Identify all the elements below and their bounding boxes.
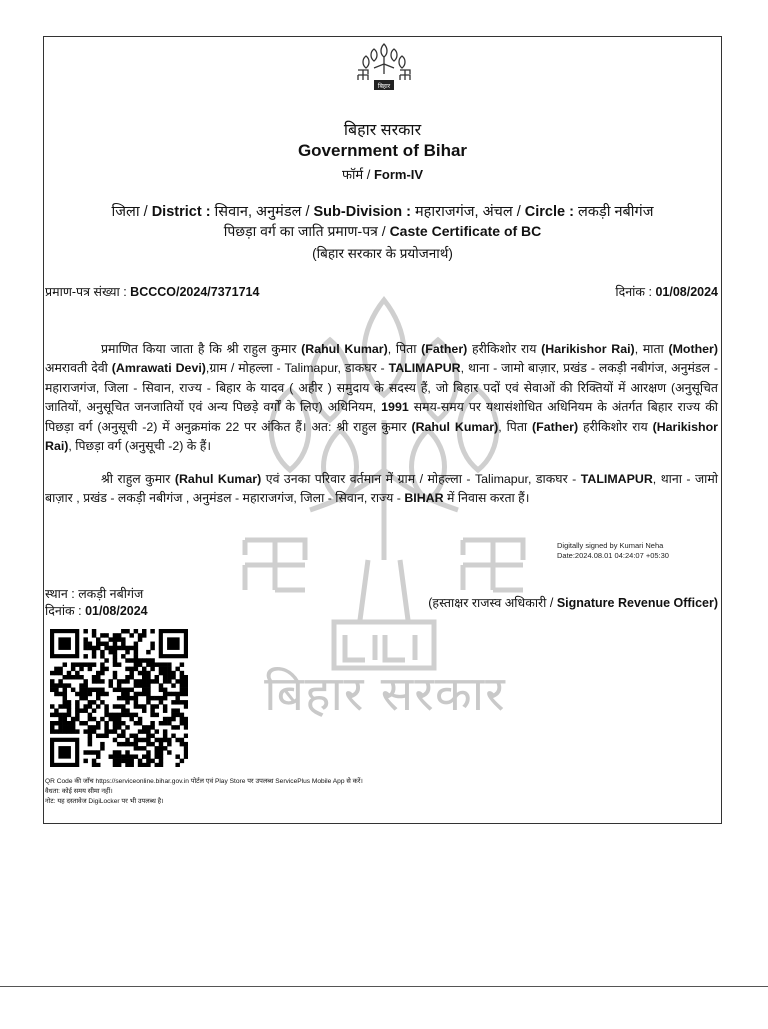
circle-label-english: Circle :: [524, 204, 578, 220]
verification-notes: [45, 777, 363, 807]
issue-date-label: दिनांक :: [45, 604, 86, 618]
government-title-hindi: बिहार सरकार: [343, 122, 422, 139]
p1-post-office: TALIMAPUR: [388, 361, 461, 376]
qr-code-icon: [50, 629, 188, 767]
district-label-hindi: जिला /: [111, 204, 152, 220]
certificate-date-label: दिनांक :: [615, 285, 656, 299]
form-label-hindi: फॉर्म /: [341, 167, 374, 182]
circle-label-hindi: अंचल /: [482, 204, 525, 220]
qr-verification-note: QR Code की जाँच https://serviceonline.bihar.gov.in पोर्टल एवं Play Store पर उपलब्ध ServicePlus Mobile App से करें।: [45, 778, 363, 785]
digital-signature-date: Date:2024.08.01 04:24:07 +05:30: [557, 551, 669, 560]
p1-text: समय-समय पर यथासंशोधित अधिनियम के अंतर्गत बिहार राज्य की पिछड़ा वर्ग (अनुसूची -2) में अनुक्रमांक 22 पर अंकित हैं। अत: श्री राहुल कुमार: [45, 400, 718, 434]
certificate-date: [615, 283, 718, 300]
issue-date-line: [45, 603, 148, 620]
emblem-plaque-text: बिहार: [377, 83, 391, 90]
p2-text: एवं उनका परिवार वर्तमान में ग्राम / मोहल्ला - Talimapur, डाकघर -: [261, 472, 581, 486]
p2-name-en: (Rahul Kumar): [174, 472, 262, 486]
p1-text: अमरावती देवी: [45, 361, 112, 376]
certificate-type-english: Caste Certificate of BC: [389, 223, 542, 239]
p1-father-name-en: (Harikishor Rai): [541, 342, 635, 356]
validity-note: वैधता: कोई समय सीमा नहीं।: [45, 788, 113, 795]
p2-text: श्री राहुल कुमार: [101, 472, 175, 486]
p1-mother-en: (Mother): [668, 342, 719, 356]
bodhi-tree-emblem-icon: [352, 40, 416, 102]
place-line: [45, 586, 148, 603]
government-title-english: Government of Bihar: [297, 141, 468, 160]
p1-text: , पिता: [498, 419, 532, 434]
digital-signature: [557, 541, 669, 561]
qr-finder-pattern: [50, 738, 79, 767]
certificate-type: [43, 222, 722, 241]
certificate-number-label: प्रमाण-पत्र संख्या :: [45, 285, 131, 299]
subdivision-label-english: Sub-Division :: [313, 204, 416, 220]
signatory-label: [428, 594, 718, 611]
p2-text: , थाना - जामो बाज़ार , प्रखंड - लकड़ी नबीगंज , अनुमंडल - महाराजगंज, जिला - सिवान, राज्य -: [45, 472, 718, 506]
issue-date-value: 01/08/2024: [85, 604, 148, 618]
p1-mother-name-en: (Amrawati Devi): [111, 361, 206, 376]
page-footer-rule: [0, 986, 768, 987]
signatory-label-english: Signature Revenue Officer): [556, 596, 718, 610]
place-value: लकड़ी नबीगंज: [78, 587, 144, 601]
p1-text: , पिता: [387, 342, 422, 356]
qr-finder-pattern: [159, 629, 188, 658]
bihar-emblem: [352, 40, 416, 102]
p1-name-en: (Rahul Kumar): [411, 419, 499, 434]
place-and-date: [45, 586, 148, 620]
district-value: सिवान,: [214, 204, 257, 220]
digital-signature-name: Digitally signed by Kumari Neha: [557, 541, 664, 550]
certificate-date-value: 01/08/2024: [655, 285, 718, 299]
p2-text: में निवास करता हैं।: [443, 491, 530, 506]
p1-text: प्रमाणित किया जाता है कि श्री राहुल कुमार: [101, 342, 302, 356]
residence-paragraph: [45, 470, 718, 509]
digilocker-note: नोट: यह दस्तावेज DigiLocker पर भी उपलब्ध है।: [45, 798, 164, 805]
place-label: स्थान :: [45, 587, 79, 601]
p1-name-en: (Rahul Kumar): [301, 342, 388, 356]
form-label-english: Form-IV: [373, 167, 424, 182]
watermark-text: बिहार सरकार: [264, 666, 506, 722]
p1-father-name-en: (Harikishor Rai): [45, 419, 718, 454]
p1-text: हरीकिशोर राय: [467, 342, 542, 356]
p1-father-en: (Father): [532, 419, 579, 434]
circle-value: लकड़ी नबीगंज: [577, 204, 654, 220]
p1-text: हरीकिशोर राय: [578, 419, 653, 434]
p1-act-year: 1991: [381, 400, 409, 415]
form-title: [43, 165, 722, 183]
district-line: [43, 201, 722, 221]
certificate-number-value: BCCCO/2024/7371714: [130, 285, 260, 299]
signatory-label-hindi: (हस्ताक्षर राजस्व अधिकारी /: [428, 596, 557, 610]
district-label-english: District :: [151, 204, 215, 220]
subdivision-label-hindi: अनुमंडल /: [256, 204, 314, 220]
p1-text: , थाना - जामो बाज़ार, प्रखंड - लकड़ी नबीगंज, अनुमंडल - महाराजगंज, जिला - सिवान, राज्य - बिहार के यादव ( अहीर ) समुदाय के सदस्य हैं, जो बिहार पदों एवं सेवाओं की रिक्तियों में आरक्षण (अनुसूचित जातियों, अनुसूचित जनजातियों एवं अन्य पिछड़े वर्गों के लिए) अधिनियम,: [45, 361, 718, 415]
p2-post-office: TALIMAPUR: [580, 472, 653, 486]
qr-code: [50, 629, 188, 767]
p1-father-en: (Father): [421, 342, 468, 356]
certificate-type-hindi: पिछड़ा वर्ग का जाति प्रमाण-पत्र /: [223, 223, 390, 239]
p1-text: , पिछड़ा वर्ग (अनुसूची -2) के हैं।: [68, 439, 212, 454]
certificate-number: [45, 283, 259, 300]
subdivision-value: महाराजगंज,: [415, 204, 483, 220]
p2-state: BIHAR: [404, 491, 444, 506]
certificate-purpose: (बिहार सरकार के प्रयोजनार्थ): [312, 246, 453, 261]
qr-finder-pattern: [50, 629, 79, 658]
certification-paragraph: [45, 340, 718, 456]
p1-text: , माता: [634, 342, 669, 356]
p1-text: ,ग्राम / मोहल्ला - Talimapur, डाकघर -: [205, 361, 389, 376]
